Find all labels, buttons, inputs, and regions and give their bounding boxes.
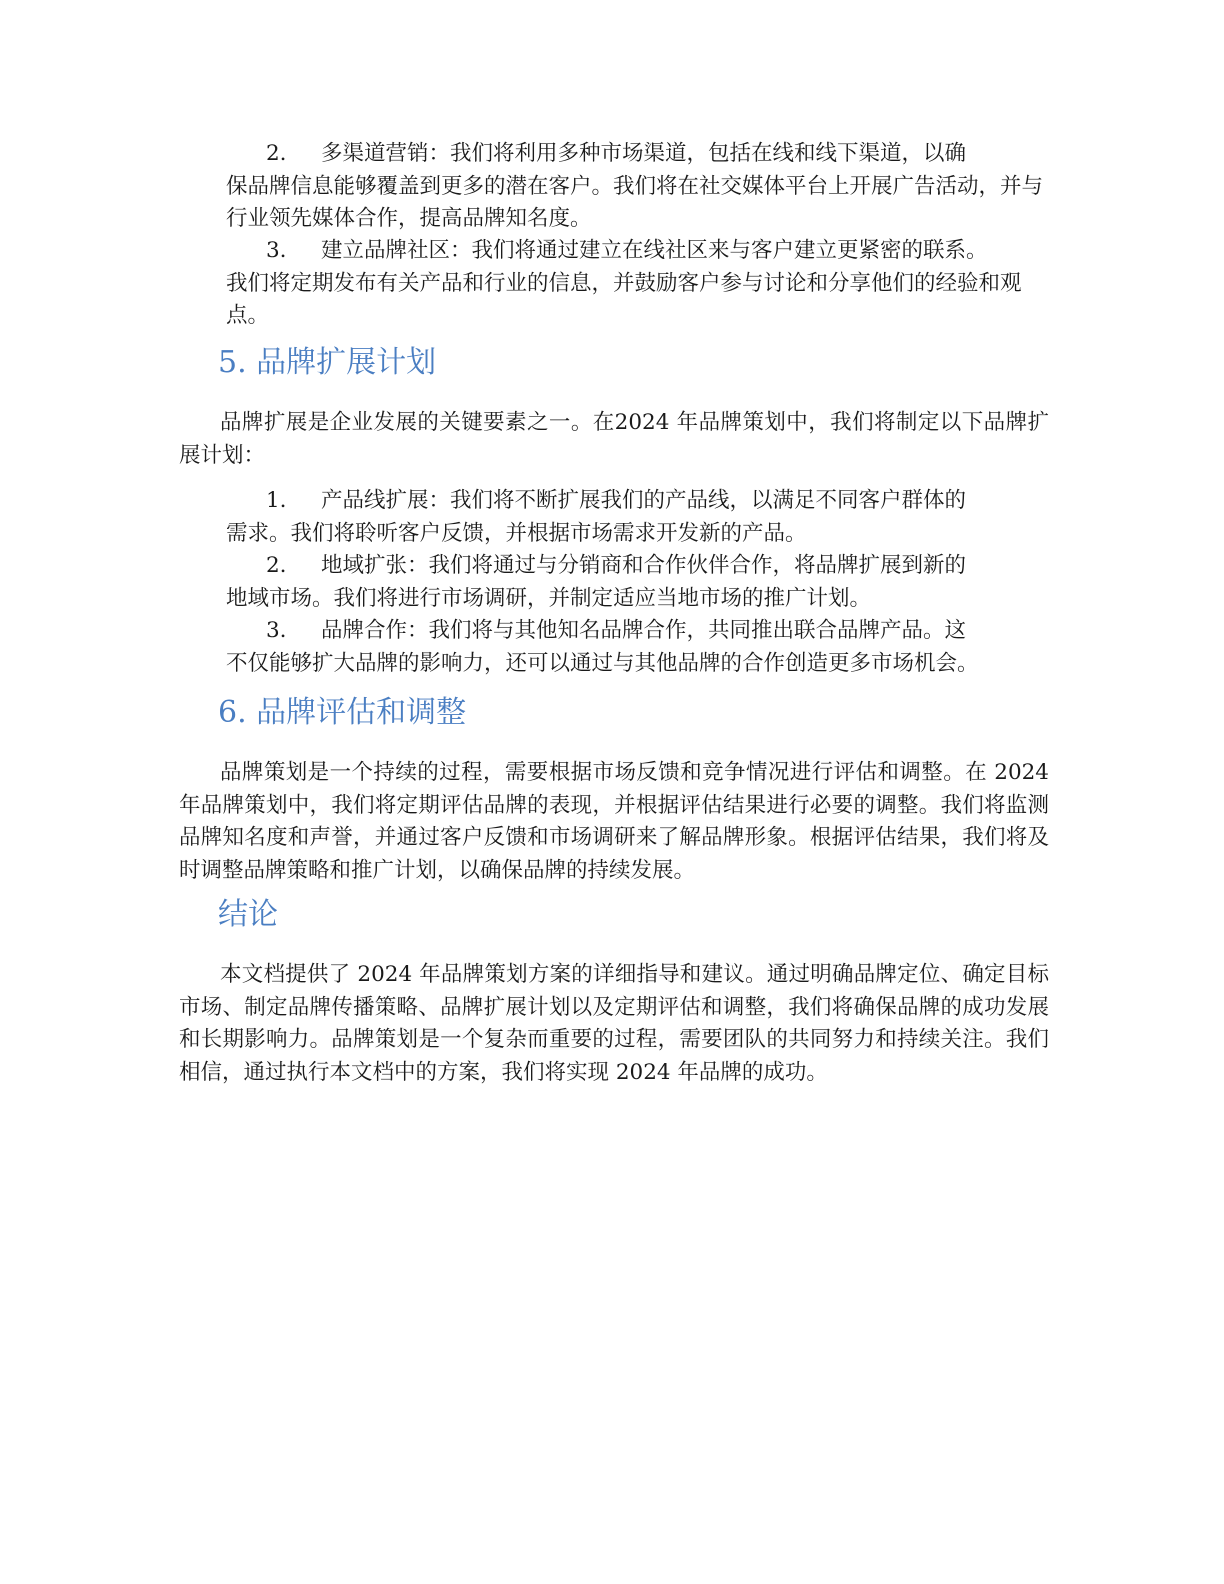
- list-item: [226, 138, 1048, 236]
- list-item-number: 2.: [266, 141, 287, 166]
- list-item-continuation: 保品牌信息能够覆盖到更多的潜在客户。我们将在社交媒体平台上开展广告活动，并与行业领先媒体合作，提高品牌知名度。: [226, 173, 1044, 231]
- section-intro-paragraph: 品牌扩展是企业发展的关键要素之一。在2024 年品牌策划中，我们将制定以下品牌扩展计划：: [179, 410, 1049, 468]
- list-item-first-line: 多渠道营销：我们将利用多种市场渠道，包括在线和线下渠道，以确: [321, 141, 967, 166]
- list-item-number: 2.: [266, 553, 287, 578]
- list-item: [226, 550, 1048, 615]
- list-item-continuation: 不仅能够扩大品牌的影响力，还可以通过与其他品牌的合作创造更多市场机会。: [226, 650, 979, 676]
- list-item-first-line: 产品线扩展：我们将不断扩展我们的产品线，以满足不同客户群体的: [321, 488, 967, 513]
- list-item-number: 3.: [266, 238, 287, 263]
- list-item-continuation: 地域市场。我们将进行市场调研，并制定适应当地市场的推广计划。: [226, 585, 872, 611]
- list-item-first-line: 建立品牌社区：我们将通过建立在线社区来与客户建立更紧密的联系。: [321, 238, 988, 263]
- list-item-continuation: 需求。我们将聆听客户反馈，并根据市场需求开发新的产品。: [226, 520, 807, 546]
- list-item-number: 3.: [266, 618, 287, 643]
- list-item-continuation: 我们将定期发布有关产品和行业的信息，并鼓励客户参与讨论和分享他们的经验和观点。: [226, 270, 1022, 328]
- list-item: [226, 235, 1048, 333]
- section-heading-brand-evaluation: 6. 品牌评估和调整: [218, 695, 467, 730]
- list-item-first-line: 地域扩张：我们将通过与分销商和合作伙伴合作，将品牌扩展到新的: [321, 553, 967, 578]
- section-heading-conclusion: 结论: [218, 897, 278, 932]
- list-item-first-line: 品牌合作：我们将与其他知名品牌合作，共同推出联合品牌产品。这: [321, 618, 967, 643]
- list-item: [226, 485, 1048, 550]
- section-body-paragraph: 品牌策划是一个持续的过程，需要根据市场反馈和竞争情况进行评估和调整。在 2024 年品牌策划中，我们将定期评估品牌的表现，并根据评估结果进行必要的调整。我们将监测品牌知名度和声誉，并通过客户反馈和市场调研来了解品牌形象。根据评估结果，我们将及时调整品牌策略和推广计划，以确保品牌的持续发展。: [179, 760, 1049, 883]
- list-item: [226, 615, 1048, 680]
- section-heading-brand-expansion: 5. 品牌扩展计划: [218, 345, 437, 380]
- list-item-number: 1.: [266, 488, 287, 513]
- conclusion-paragraph: 本文档提供了 2024 年品牌策划方案的详细指导和建议。通过明确品牌定位、确定目标市场、制定品牌传播策略、品牌扩展计划以及定期评估和调整，我们将确保品牌的成功发展和长期影响力。品牌策划是一个复杂而重要的过程，需要团队的共同努力和持续关注。我们相信，通过执行本文档中的方案，我们将实现 2024 年品牌的成功。: [179, 962, 1049, 1085]
